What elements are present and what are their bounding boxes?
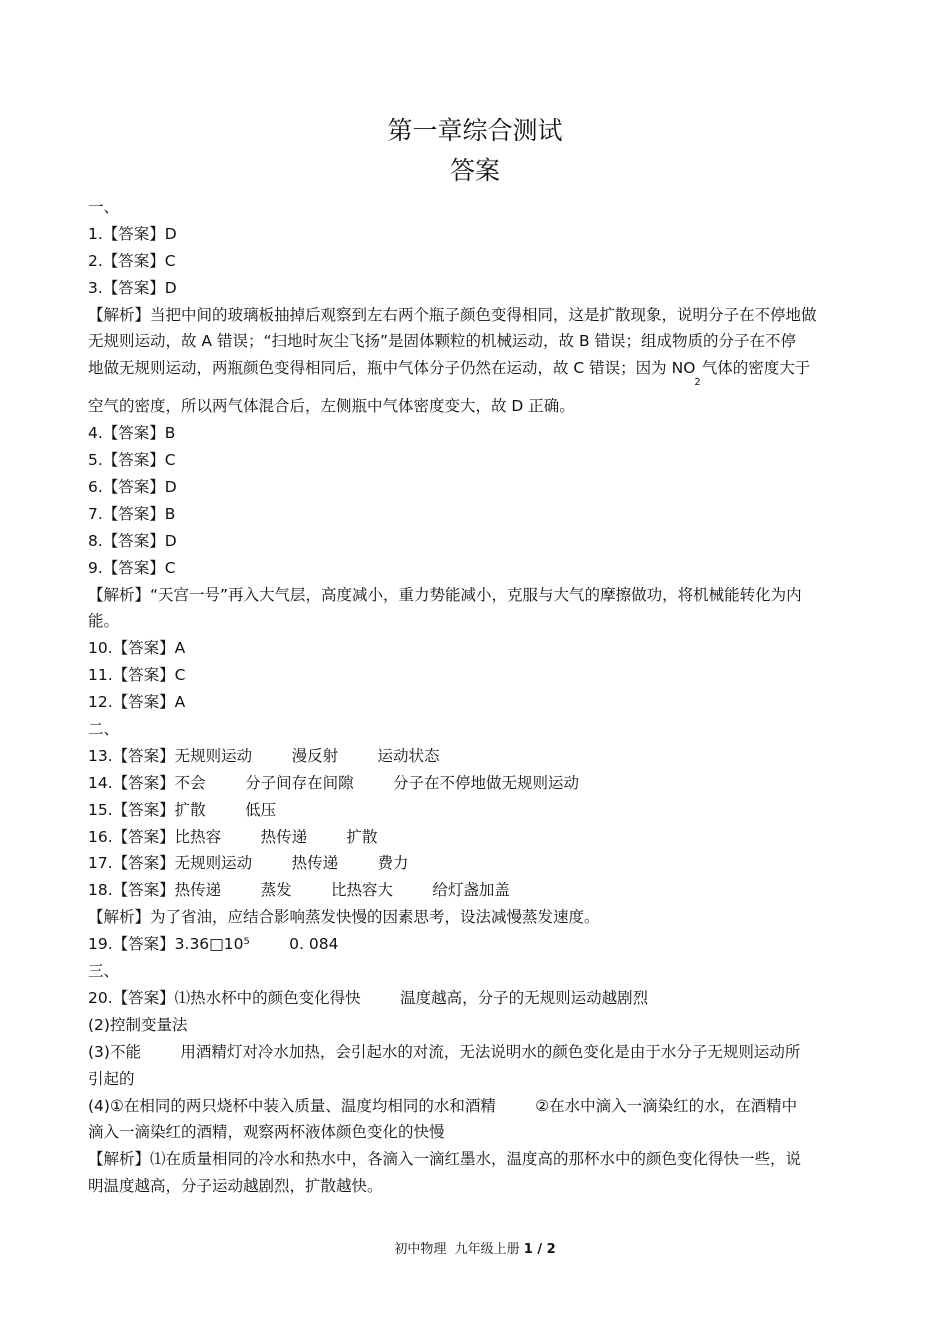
answer-line: 引起的	[88, 1069, 135, 1088]
explanation-line: 空气的密度，所以两气体混合后，左侧瓶中气体密度变大，故 D 正确。	[88, 397, 575, 416]
answer-line: 4.【答案】B	[88, 424, 176, 443]
explanation-line: 无规则运动，故 A 错误；“扫地时灰尘飞扬”是固体颗粒的机械运动，故 B 错误；组成物质的分子在不停	[88, 332, 797, 351]
answer-line: (4)①在相同的两只烧杯中装入质量、温度均相同的水和酒精 ②在水中滴入一滴染红的水，在酒精中	[88, 1096, 798, 1115]
answer-line: 10.【答案】A	[88, 639, 186, 658]
answer-line: 17.【答案】无规则运动 热传递 费力	[88, 854, 409, 873]
explanation-line: 能。	[88, 612, 120, 631]
answer-line: 11.【答案】C	[88, 666, 186, 685]
section-heading: 一、	[88, 198, 120, 216]
page-subtitle: 答案	[449, 156, 500, 185]
answer-line: 16.【答案】比热容 热传递 扩散	[88, 827, 378, 846]
answer-line: 15.【答案】扩散 低压	[88, 800, 277, 819]
answer-line: 6.【答案】D	[88, 478, 177, 497]
answer-line: 7.【答案】B	[88, 504, 176, 523]
answer-line: 13.【答案】无规则运动 漫反射 运动状态	[88, 746, 440, 765]
answer-line: 19.【答案】3.36□10⁵ 0. 084	[88, 935, 339, 954]
answer-line: (2)控制变量法	[88, 1015, 188, 1034]
explanation-line: 【解析】⑴在质量相同的冷水和热水中，各滴入一滴红墨水，温度高的那杯水中的颜色变化得快一些，说	[88, 1150, 802, 1169]
answer-line: 3.【答案】D	[88, 278, 177, 297]
explanation-line: 明温度越高，分子运动越剧烈，扩散越快。	[88, 1177, 383, 1196]
answer-line: 14.【答案】不会 分子间存在间隙 分子在不停地做无规则运动	[88, 773, 579, 792]
no2-subscript: 2	[694, 377, 701, 389]
answer-line: 18.【答案】热传递 蒸发 比热容大 给灯盏加盖	[88, 881, 510, 900]
answer-line: 5.【答案】C	[88, 451, 176, 470]
footer-label: 初中物理 九年级上册	[394, 1242, 524, 1257]
answer-line: 9.【答案】C	[88, 558, 176, 577]
explanation-line: 【解析】当把中间的玻璃板抽掉后观察到左右两个瓶子颜色变得相同，这是扩散现象，说明分子在不停地做	[88, 305, 817, 324]
explanation-text: 气体的密度大于	[701, 359, 811, 378]
section-heading: 二、	[88, 720, 120, 739]
answer-line: 8.【答案】D	[88, 531, 177, 550]
explanation-text: 地做无规则运动，两瓶颜色变得相同后，瓶中气体分子仍然在运动，故 C 错误；因为 NO	[88, 359, 696, 378]
section-heading: 三、	[88, 962, 120, 981]
answer-line: (3)不能 用酒精灯对冷水加热，会引起水的对流，无法说明水的颜色变化是由于水分子无规则运动所	[88, 1042, 801, 1061]
explanation-line	[88, 355, 888, 393]
answer-line: 12.【答案】A	[88, 693, 186, 712]
answer-line: 2.【答案】C	[88, 251, 176, 270]
answer-line: 20.【答案】⑴热水杯中的颜色变化得快 温度越高，分子的无规则运动越剧烈	[88, 988, 649, 1007]
explanation-line: 【解析】“天宫一号”再入大气层，高度减小，重力势能减小，克服与大气的摩擦做功，将机械能转化为内	[88, 585, 802, 604]
answer-content	[88, 194, 888, 1200]
explanation-line: 【解析】为了省油，应结合影响蒸发快慢的因素思考，设法减慢蒸发速度。	[88, 908, 600, 927]
page-number: 1 / 2	[523, 1242, 556, 1257]
answer-line: 滴入一滴染红的酒精，观察两杯液体颜色变化的快慢	[88, 1123, 445, 1142]
page-title: 第一章综合测试	[387, 116, 563, 145]
answer-line: 1.【答案】D	[88, 224, 177, 243]
page-footer	[0, 1242, 950, 1258]
